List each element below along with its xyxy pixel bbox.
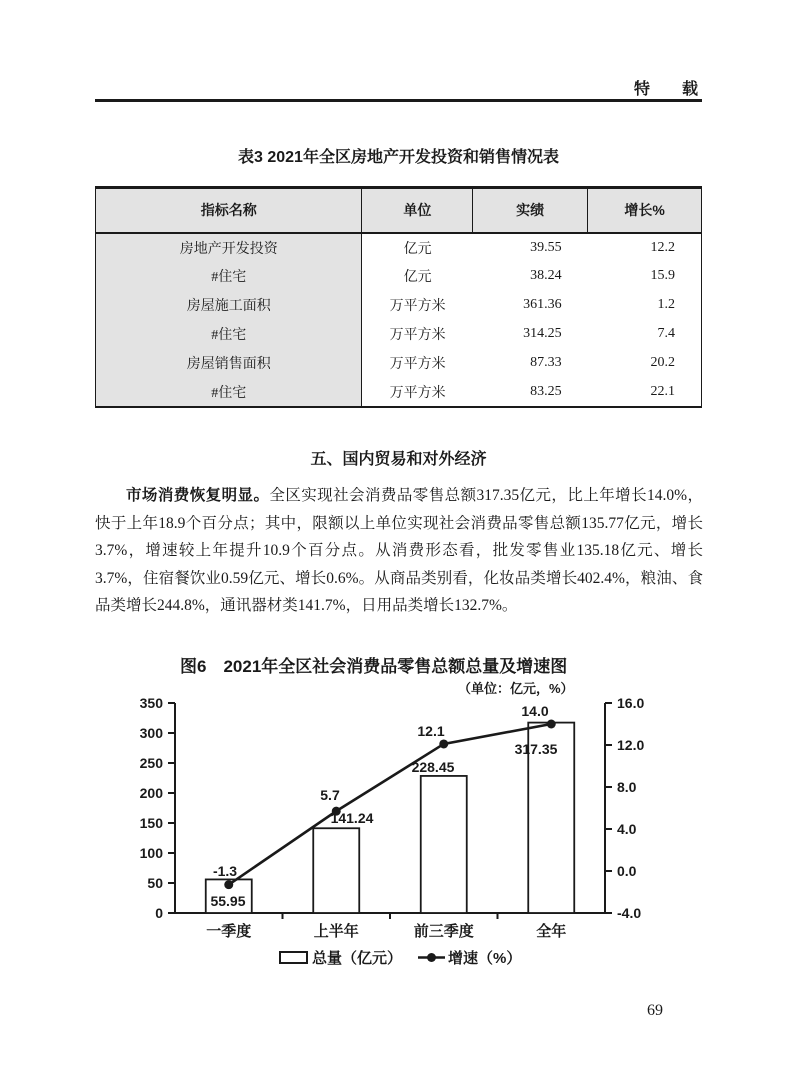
indicator-cell: 房屋销售面积 (96, 349, 362, 378)
header-rule (95, 99, 702, 102)
indicator-cell: 房屋施工面积 (96, 291, 362, 320)
y-axis-right-tick-label: 4.0 (617, 821, 637, 837)
table-title: 表3 2021年全区房地产开发投资和销售情况表 (238, 149, 559, 166)
bar-value-label: 141.24 (330, 810, 374, 826)
growth-trend-line (229, 724, 552, 885)
table-row (96, 378, 702, 407)
total-bar (313, 828, 359, 913)
unit-cell: 亿元 (362, 262, 473, 291)
actual-cell: 39.55 (530, 239, 562, 255)
category-label: 全年 (536, 923, 567, 940)
growth-value-label: 12.1 (417, 723, 445, 739)
unit-cell: 万平方米 (362, 320, 473, 349)
y-axis-left-tick-label: 50 (147, 875, 163, 891)
table-body (96, 233, 702, 407)
y-axis-right-tick-label: 16.0 (617, 695, 645, 711)
table-header-row (96, 188, 702, 233)
unit-cell: 万平方米 (362, 349, 473, 378)
actual-cell: 314.25 (523, 326, 562, 341)
category-label: 上半年 (313, 923, 359, 940)
growth-cell: 20.2 (650, 355, 675, 370)
unit-cell: 万平方米 (362, 378, 473, 407)
actual-cell: 83.25 (530, 383, 562, 399)
column-header-actual: 实绩 (473, 188, 588, 233)
chart-unit-note: （单位：亿元，%） (458, 681, 574, 696)
y-axis-right-tick-label: 12.0 (617, 737, 645, 753)
actual-cell: 87.33 (530, 355, 562, 370)
table-row (96, 262, 702, 291)
running-header-label: 特 载 (633, 81, 698, 98)
unit-cell: 万平方米 (362, 291, 473, 320)
growth-cell: 7.4 (657, 326, 675, 341)
body-paragraph (95, 482, 703, 620)
table-row (96, 320, 702, 349)
legend-bar-swatch (280, 952, 307, 963)
unit-cell: 亿元 (362, 233, 473, 262)
indicator-cell: #住宅 (96, 320, 362, 349)
legend-bar-label: 总量（亿元） (312, 950, 403, 967)
growth-cell: 15.9 (650, 268, 675, 283)
legend-line-marker (427, 953, 436, 962)
growth-cell: 22.1 (650, 383, 675, 399)
table-row (96, 349, 702, 378)
legend-line-label: 增速（%） (448, 950, 522, 967)
actual-cell: 38.24 (530, 268, 562, 283)
column-header-growth: 增长% (588, 188, 702, 233)
bar-value-label: 317.35 (514, 741, 558, 757)
growth-cell: 1.2 (657, 297, 675, 312)
y-axis-left-tick-label: 100 (139, 845, 163, 861)
y-axis-right-tick-label: -4.0 (617, 905, 642, 921)
indicator-cell: 房地产开发投资 (96, 233, 362, 262)
table-row (96, 291, 702, 320)
growth-data-marker (439, 739, 448, 748)
table-row (96, 233, 702, 262)
y-axis-left-tick-label: 0 (155, 905, 163, 921)
column-header-unit: 单位 (362, 188, 473, 233)
growth-value-label: 14.0 (521, 703, 549, 719)
paragraph-lead: 市场消费恢复明显。 (126, 487, 270, 504)
chart-title: 图6 2021年全区社会消费品零售总额总量及增速图 (180, 657, 568, 676)
growth-cell: 12.2 (650, 239, 675, 255)
retail-sales-chart (105, 688, 755, 988)
growth-data-marker (547, 720, 556, 729)
paragraph-body: 全区实现社会消费品零售总额317.35亿元，比上年增长14.0%，快于上年18.9个百分点；其中，限额以上单位实现社会消费品零售总额135.77亿元，增长3.7%，增速较上年提升10.9个百分点。从消费形态看，批发零售业135.18亿元、增长3.7%，住宿餐饮业0.59亿元、增长0.6%。从商品类别看，化妆品类增长402.4%，粮油、食品类增长244.8%，通讯器材类141.7%，日用品类增长132.7%。 (95, 487, 703, 614)
real-estate-table (95, 186, 702, 408)
bar-value-label: 55.95 (210, 893, 246, 909)
y-axis-right-tick-label: 0.0 (617, 863, 637, 879)
indicator-cell: #住宅 (96, 378, 362, 407)
category-label: 前三季度 (413, 923, 474, 940)
bar-value-label: 228.45 (411, 759, 455, 775)
y-axis-left-tick-label: 250 (139, 755, 163, 771)
indicator-cell: #住宅 (96, 262, 362, 291)
growth-value-label: -1.3 (212, 863, 238, 879)
column-header-indicator: 指标名称 (96, 188, 362, 233)
section-heading: 五、国内贸易和对外经济 (310, 451, 487, 468)
page-number: 69 (647, 1002, 663, 1019)
y-axis-left-tick-label: 200 (139, 785, 163, 801)
growth-data-marker (224, 880, 233, 889)
growth-value-label: 5.7 (320, 787, 340, 803)
y-axis-left-tick-label: 350 (139, 695, 163, 711)
total-bar (421, 776, 467, 913)
y-axis-left-tick-label: 150 (139, 815, 163, 831)
y-axis-right-tick-label: 8.0 (617, 779, 637, 795)
actual-cell: 361.36 (523, 297, 562, 312)
y-axis-left-tick-label: 300 (139, 725, 163, 741)
category-label: 一季度 (206, 923, 252, 940)
